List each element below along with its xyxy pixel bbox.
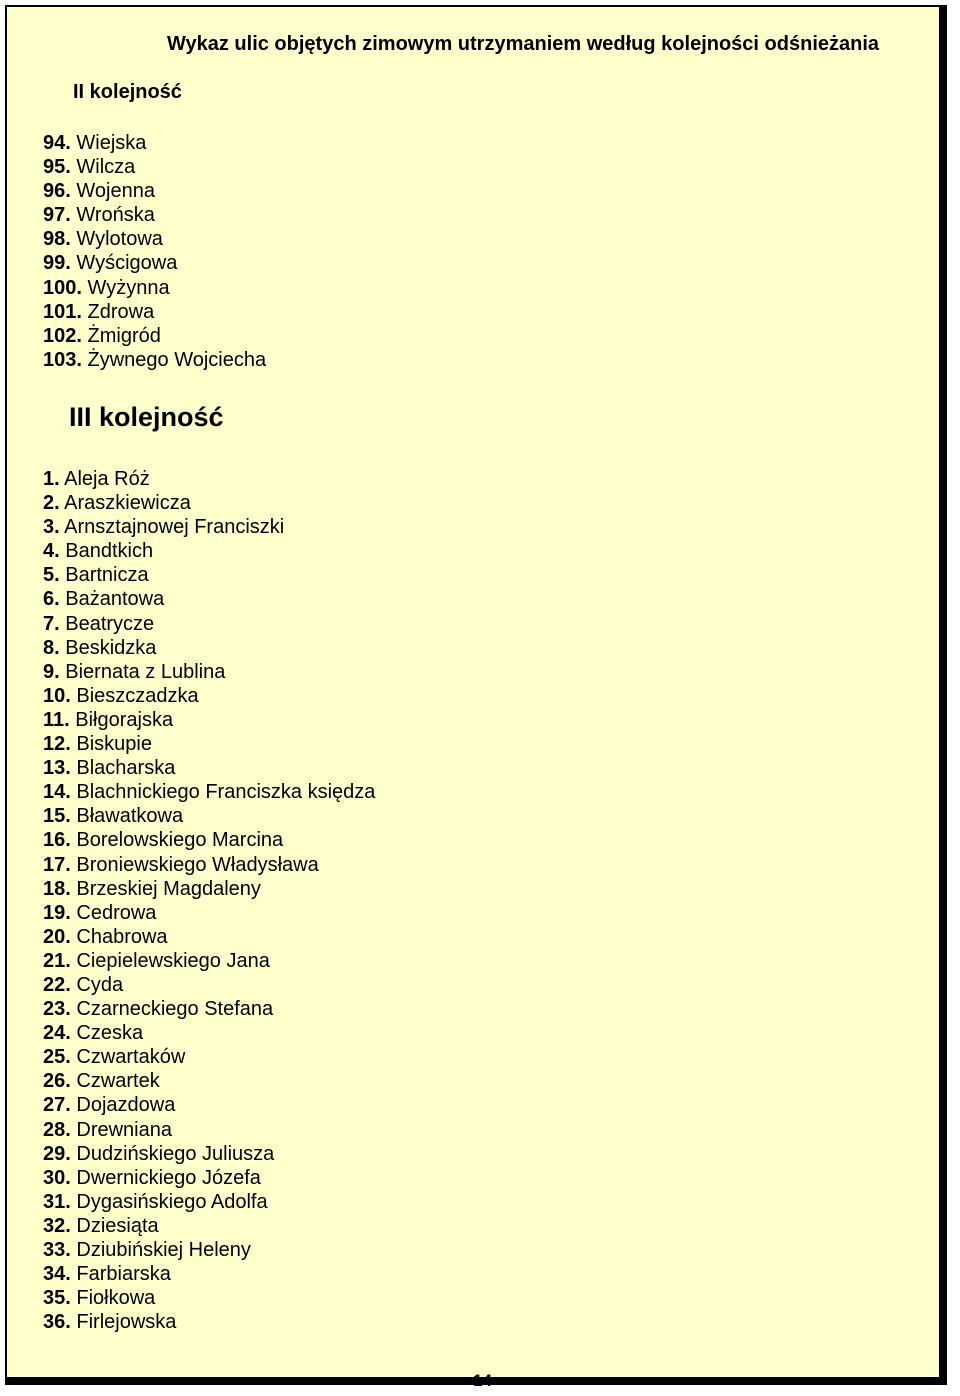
list-item-number: 102. (43, 324, 82, 347)
list-item (43, 1310, 375, 1334)
street-name: Żmigród (87, 324, 161, 347)
street-name: Brzeskiej Magdaleny (76, 877, 261, 900)
list-item (43, 515, 375, 539)
street-name: Dygasińskiego Adolfa (76, 1190, 268, 1213)
list-item (43, 276, 266, 300)
street-name: Wylotowa (76, 228, 163, 251)
street-name: Borelowskiego Marcina (76, 829, 284, 852)
list-item (43, 491, 375, 515)
list-item (43, 901, 375, 925)
list-item (43, 563, 375, 587)
list-item-number: 98. (43, 228, 71, 251)
street-list-3 (43, 467, 375, 1334)
list-item (43, 1069, 375, 1093)
list-item-number: 35. (43, 1287, 71, 1310)
page-title: Wykaz ulic objętych zimowym utrzymaniem według kolejności odśnieżania (166, 33, 880, 55)
list-item-number: 94. (43, 132, 71, 154)
street-name: Czwartaków (76, 1046, 186, 1069)
list-item (43, 1214, 375, 1238)
street-name: Arnsztajnowej Franciszki (64, 516, 285, 539)
street-name: Araszkiewicza (64, 492, 191, 515)
list-item-number: 26. (43, 1070, 71, 1093)
street-name: Blachnickiego Franciszka księdza (76, 781, 376, 804)
list-item-number: 6. (43, 588, 60, 611)
list-item-number: 14. (43, 781, 71, 804)
list-item-number: 34. (43, 1263, 71, 1286)
list-item (43, 1118, 375, 1142)
street-name: Czeska (76, 1022, 144, 1045)
list-item (43, 348, 266, 372)
list-item (43, 1045, 375, 1069)
list-item (43, 660, 375, 684)
street-list-2 (43, 131, 266, 372)
list-item-number: 1. (43, 468, 60, 490)
street-name: Wilcza (76, 156, 136, 179)
list-item-number: 95. (43, 156, 71, 179)
street-name: Broniewskiego Władysława (76, 853, 319, 876)
section-heading-3: III kolejność (69, 402, 224, 432)
list-item-number: 15. (43, 805, 71, 828)
street-name: Dudzińskiego Juliusza (76, 1142, 275, 1165)
list-item (43, 804, 375, 828)
list-item-number: 22. (43, 973, 71, 996)
street-name: Blacharska (76, 757, 176, 780)
list-item-number: 20. (43, 925, 71, 948)
street-name: Wrońska (76, 204, 155, 227)
list-item (43, 853, 375, 877)
street-name: Cedrowa (76, 901, 157, 924)
list-item (43, 732, 375, 756)
list-item-number: 9. (43, 660, 60, 683)
list-item-number: 31. (43, 1190, 71, 1213)
street-name: Dojazdowa (76, 1094, 176, 1117)
street-name: Bartnicza (65, 564, 149, 587)
list-item-number: 28. (43, 1118, 71, 1141)
list-item-number: 8. (43, 636, 60, 659)
street-name: Czwartek (76, 1070, 160, 1093)
list-item-number: 100. (43, 276, 82, 299)
street-name: Dwernickiego Józefa (76, 1166, 261, 1189)
list-item (43, 1142, 375, 1166)
list-item (43, 780, 375, 804)
list-item (43, 828, 375, 852)
street-name: Dziubińskiej Heleny (76, 1239, 251, 1261)
list-item (43, 131, 266, 155)
street-name: Biłgorajska (75, 708, 174, 731)
list-item (43, 227, 266, 251)
list-item (43, 1093, 375, 1117)
document-page (5, 5, 947, 1390)
street-name: Wyścigowa (76, 252, 178, 275)
list-item-number: 19. (43, 901, 71, 924)
list-item (43, 636, 375, 660)
list-item (43, 179, 266, 203)
list-item-number: 24. (43, 1022, 71, 1045)
list-item (43, 1021, 375, 1045)
list-item (43, 203, 266, 227)
list-item (43, 300, 266, 324)
street-name: Zdrowa (87, 300, 155, 323)
street-name: Fiołkowa (76, 1287, 156, 1310)
list-item (43, 973, 375, 997)
list-item (43, 587, 375, 611)
list-item-number: 99. (43, 252, 71, 275)
list-item-number: 12. (43, 733, 71, 756)
list-item (43, 155, 266, 179)
list-item (43, 1262, 375, 1286)
list-item-number: 103. (43, 348, 82, 371)
street-name: Ciepielewskiego Jana (76, 949, 270, 972)
street-name: Drewniana (76, 1118, 172, 1141)
list-item-number: 25. (43, 1046, 71, 1069)
street-name: Wiejska (76, 132, 147, 154)
list-item-number: 23. (43, 998, 71, 1021)
list-item (43, 925, 375, 949)
list-item-number: 3. (43, 516, 60, 539)
list-item (43, 997, 375, 1021)
list-item (43, 1166, 375, 1190)
list-item-number: 97. (43, 204, 71, 227)
list-item (43, 324, 266, 348)
list-item (43, 949, 375, 973)
list-item-number: 96. (43, 180, 71, 203)
street-name: Dziesiąta (76, 1214, 159, 1237)
list-item-number: 13. (43, 757, 71, 780)
list-item (43, 684, 375, 708)
street-name: Aleja Róż (64, 468, 150, 490)
list-item (43, 1238, 375, 1262)
street-name: Chabrowa (76, 925, 168, 948)
street-name: Żywnego Wojciecha (87, 348, 267, 371)
list-item-number: 10. (43, 684, 71, 707)
street-name: Beskidzka (65, 636, 157, 659)
list-item-number: 32. (43, 1214, 71, 1237)
street-name: Farbiarska (76, 1263, 171, 1286)
list-item-number: 17. (43, 853, 71, 876)
page-number: 14 (473, 1371, 492, 1390)
street-name: Bandtkich (65, 540, 154, 563)
list-item-number: 7. (43, 612, 60, 635)
list-item (43, 467, 375, 491)
list-item-number: 36. (43, 1311, 71, 1334)
street-name: Cyda (76, 973, 124, 996)
list-item (43, 1286, 375, 1310)
list-item-number: 33. (43, 1239, 71, 1261)
street-name: Bażantowa (65, 588, 165, 611)
street-name: Bławatkowa (76, 805, 184, 828)
street-name: Biernata z Lublina (65, 660, 226, 683)
list-item-number: 2. (43, 492, 60, 515)
street-name: Beatrycze (65, 612, 155, 635)
list-item-number: 101. (43, 300, 82, 323)
list-item (43, 1190, 375, 1214)
list-item-number: 30. (43, 1166, 71, 1189)
street-name: Czarneckiego Stefana (76, 998, 274, 1021)
street-name: Wojenna (76, 180, 155, 203)
list-item (43, 539, 375, 563)
street-name: Firlejowska (76, 1311, 177, 1334)
street-name: Biskupie (76, 733, 152, 756)
list-item (43, 877, 375, 901)
list-item-number: 4. (43, 540, 60, 563)
list-item-number: 27. (43, 1094, 71, 1117)
list-item-number: 5. (43, 564, 60, 587)
list-item (43, 756, 375, 780)
list-item-number: 11. (43, 708, 70, 731)
list-item (43, 251, 266, 275)
street-name: Wyżynna (87, 276, 170, 299)
list-item-number: 21. (43, 949, 71, 972)
list-item-number: 16. (43, 829, 71, 852)
list-item (43, 708, 375, 732)
list-item-number: 18. (43, 877, 71, 900)
section-heading-2: II kolejność (73, 81, 182, 103)
list-item-number: 29. (43, 1142, 71, 1165)
list-item (43, 612, 375, 636)
street-name: Bieszczadzka (76, 684, 199, 707)
